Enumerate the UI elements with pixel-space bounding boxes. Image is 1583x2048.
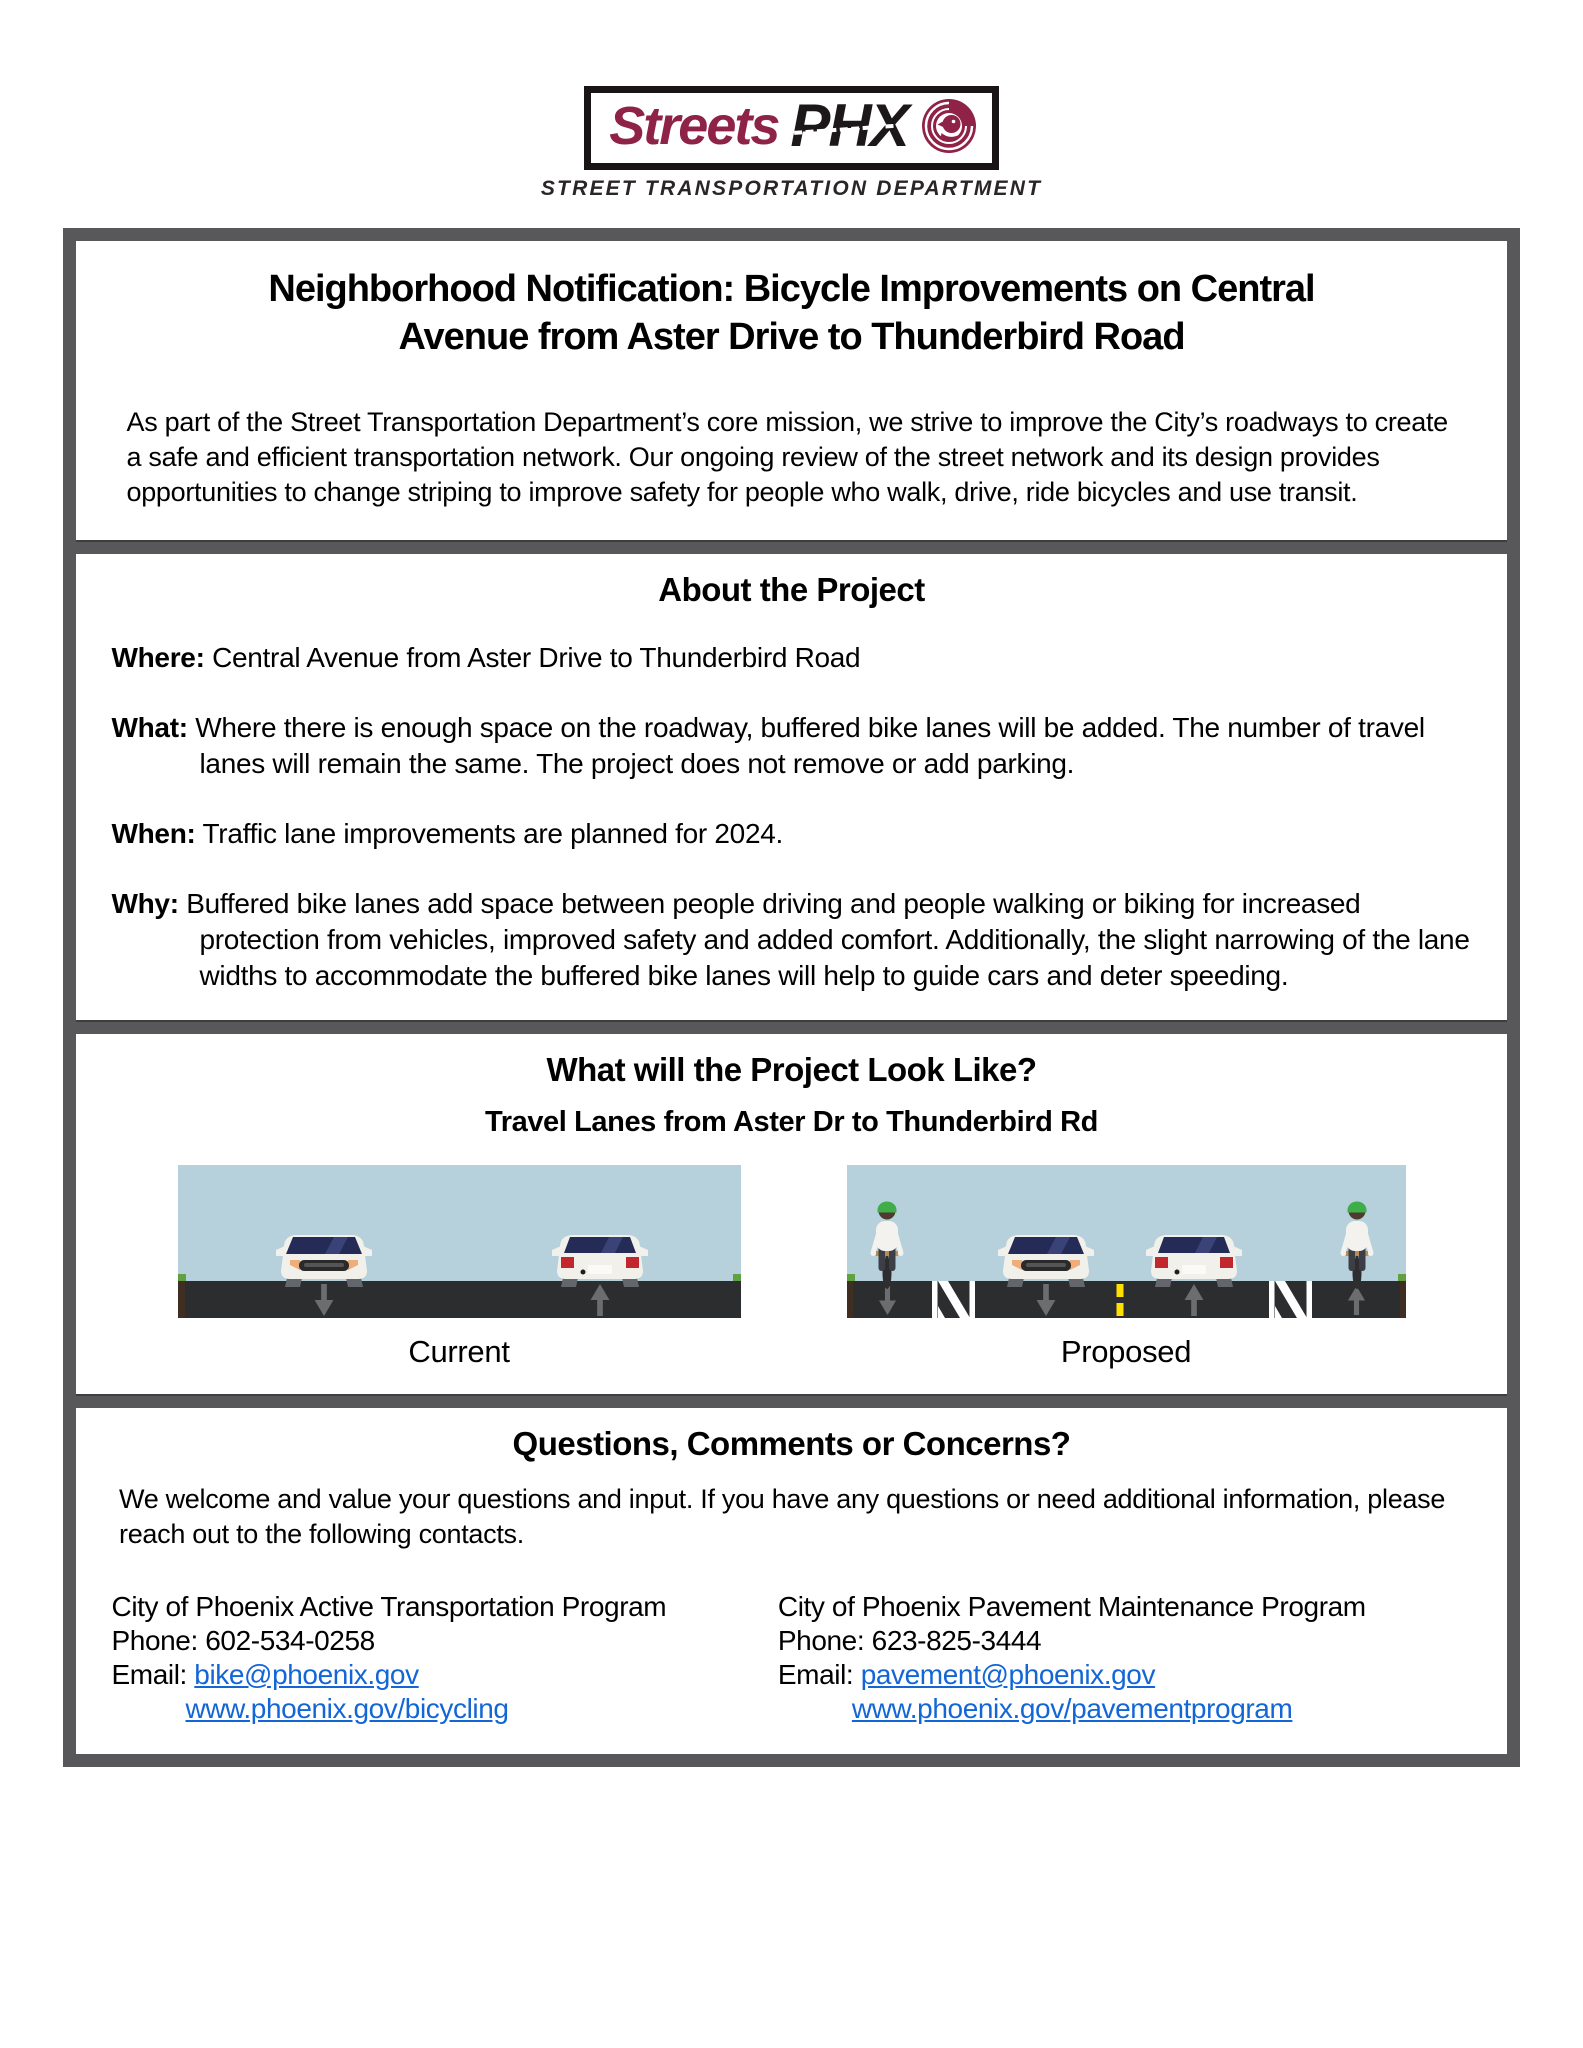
contact-url-line — [778, 1692, 1472, 1726]
intro-paragraph: As part of the Street Transportation Department’s core mission, we strive to improve the City’s roadways to create a safe and efficient transportation network. Our ongoing review of the street network and its design provides opportunities to change striping to improve safety for people who walk, drive, ride bicycles and use transit. — [126, 407, 1448, 507]
contact-phone-line: Phone: 602-534-0258 — [111, 1625, 375, 1656]
grass-tuft — [733, 1274, 741, 1281]
look-heading: What will the Project Look Like? — [546, 1051, 1037, 1088]
look-subheading: Travel Lanes from Aster Dr to Thunderbird Rd — [485, 1106, 1098, 1138]
about-list — [112, 640, 1472, 994]
grass-tuft — [1398, 1274, 1406, 1281]
contact-name: City of Phoenix Pavement Maintenance Program — [777, 1591, 1366, 1622]
section-divider — [76, 1394, 1507, 1408]
about-item-when: When: Traffic lane improvements are planned for 2024. — [111, 818, 783, 849]
grass-tuft — [847, 1274, 855, 1281]
email-link-bike[interactable]: bike@phoenix.gov — [194, 1659, 419, 1690]
section-divider — [76, 540, 1507, 554]
current-roadway-illustration — [178, 1165, 741, 1318]
email-link-pavement[interactable]: pavement@phoenix.gov — [860, 1659, 1156, 1690]
logo-streets-text: Streets — [609, 96, 779, 156]
phoenix-bird-icon — [920, 97, 978, 155]
document-title: Neighborhood Notification: Bicycle Improvements on Central Avenue from Aster Drive to Thunderbird Road — [268, 268, 1315, 358]
notification-document — [63, 228, 1520, 1767]
section-project-look — [76, 1034, 1507, 1370]
contact-email-line: Email: bike@phoenix.gov — [111, 1659, 419, 1690]
image-captions — [100, 1334, 1483, 1370]
streets-phx-logo — [0, 0, 1583, 201]
center-line-marking — [1116, 1284, 1123, 1297]
center-line-marking — [1116, 1303, 1123, 1316]
contact-name: City of Phoenix Active Transportation Program — [111, 1591, 667, 1622]
url-link-pavementprogram[interactable]: www.phoenix.gov/pavementprogram — [851, 1693, 1293, 1724]
logo-phx-text: PHX — [790, 92, 908, 159]
grass-tuft — [178, 1274, 186, 1281]
about-heading: About the Project — [658, 571, 925, 608]
logo-tagline: STREET TRANSPORTATION DEPARTMENT — [540, 177, 1043, 200]
proposed-roadway-illustration — [847, 1165, 1406, 1318]
cross-section-images — [100, 1165, 1483, 1318]
questions-intro: We welcome and value your questions and input. If you have any questions or need additional information, please reach out to the following contacts. — [119, 1484, 1446, 1549]
contact-phone: 623-825-3444 — [871, 1625, 1042, 1656]
contact-url-line — [112, 1692, 778, 1726]
proposed-caption: Proposed — [1060, 1334, 1192, 1369]
logo-box — [584, 86, 998, 170]
contact-active-transportation — [112, 1590, 778, 1726]
section-divider — [76, 1020, 1507, 1034]
about-item-why: Why: Buffered bike lanes add space between people driving and people walking or biking for increased protection from vehicles, improved safety and added comfort. Additionally, the slight narrowing of the lane widths to accommodate the buffered bike lanes will help to guide cars and deter speeding. — [111, 888, 1470, 991]
section-title-intro — [76, 265, 1507, 510]
section-questions — [76, 1408, 1507, 1726]
contact-phone: 602-534-0258 — [205, 1625, 375, 1656]
contact-email-line: Email: pavement@phoenix.gov — [777, 1659, 1156, 1690]
contact-pavement-maintenance — [778, 1590, 1472, 1726]
url-link-bicycling[interactable]: www.phoenix.gov/bicycling — [185, 1693, 509, 1724]
questions-heading: Questions, Comments or Concerns? — [512, 1425, 1071, 1462]
contact-phone-line: Phone: 623-825-3444 — [777, 1625, 1042, 1656]
about-item-what: What: Where there is enough space on the roadway, buffered bike lanes will be added. The number of travel lanes will remain the same. The project does not remove or add parking. — [111, 712, 1425, 779]
contacts — [112, 1590, 1472, 1726]
about-item-where: Where: Central Avenue from Aster Drive to Thunderbird Road — [111, 642, 861, 673]
section-about — [76, 554, 1507, 994]
current-caption: Current — [408, 1334, 510, 1369]
